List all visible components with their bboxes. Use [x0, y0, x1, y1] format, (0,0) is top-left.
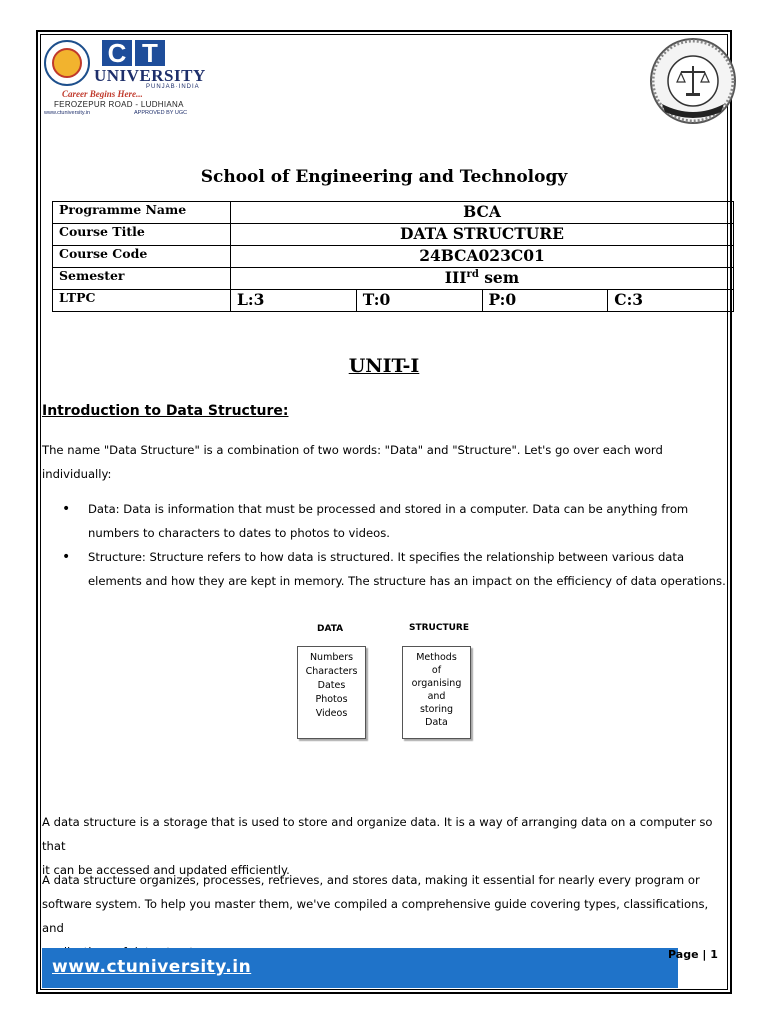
- semester-value: IIIrd sem: [231, 268, 734, 290]
- ct-logo-letters: C T: [102, 40, 165, 66]
- ct-university-logo: [44, 38, 206, 120]
- unit-title: UNIT-I: [348, 355, 420, 377]
- ltpc-l-value: L:3: [231, 290, 357, 312]
- course-code-label: Course Code: [53, 246, 231, 268]
- diagram-data-label: DATA: [317, 624, 344, 634]
- university-seal-icon: [44, 40, 90, 86]
- intro-paragraph: The name "Data Structure" is a combination of two words: "Data" and "Structure". Let's go over each word individually:: [42, 443, 663, 481]
- school-of-law-seal-icon: [648, 36, 738, 126]
- usage-paragraph: A data structure organizes, processes, retrieves, and stores data, making it essential for nearly every program or software system. To help you master them, we've compiled a comprehensive guide covering types, classifications, and: [42, 873, 709, 935]
- school-heading: School of Engineering and Technology: [200, 167, 568, 187]
- table-row: [53, 224, 734, 246]
- table-row: [53, 290, 734, 312]
- list-item: • Data: Data is information that must be processed and stored in a computer. Data can be anything from numbers to characters to dates to photos to videos.: [62, 497, 728, 545]
- logo-website: www.ctuniversity.in: [44, 110, 91, 116]
- diagram-structure-label: STRUCTURE: [409, 623, 469, 633]
- course-info-table: [52, 201, 734, 312]
- semester-label: Semester: [53, 268, 231, 290]
- logo-approval: APPROVED BY UGC: [134, 110, 188, 116]
- ltpc-c-value: C:3: [608, 290, 734, 312]
- ltpc-t-value: T:0: [356, 290, 482, 312]
- definition-paragraph: A data structure is a storage that is used to store and organize data. It is a way of arranging data on a computer so that it can be accessed and updated efficiently.: [42, 815, 713, 877]
- table-row: [53, 202, 734, 224]
- programme-value: BCA: [231, 202, 734, 224]
- footer-website-link[interactable]: www.ctuniversity.in: [52, 957, 252, 977]
- diagram-structure-box: Methods of organising and storing Data: [402, 646, 471, 739]
- ltpc-p-value: P:0: [482, 290, 608, 312]
- intro-heading: Introduction to Data Structure:: [42, 403, 289, 419]
- ltpc-label: LTPC: [53, 290, 231, 312]
- course-code-value: 24BCA023C01: [231, 246, 734, 268]
- logo-university-text: UNIVERSITY: [94, 66, 206, 85]
- definition-list: [62, 497, 728, 593]
- logo-region-text: PUNJAB·INDIA: [146, 84, 200, 90]
- course-title-value: DATA STRUCTURE: [231, 224, 734, 246]
- table-row: [53, 268, 734, 290]
- list-item: • Structure: Structure refers to how data is structured. It specifies the relationship between various data elements and how they are kept in memory. The structure has an impact on the efficiency of data operations.: [62, 545, 728, 593]
- course-title-label: Course Title: [53, 224, 231, 246]
- diagram-data-box: Numbers Characters Dates Photos Videos: [297, 646, 366, 739]
- programme-label: Programme Name: [53, 202, 231, 224]
- page-number: Page | 1: [668, 948, 718, 961]
- table-row: [53, 246, 734, 268]
- logo-address: FEROZEPUR ROAD - LUDHIANA: [54, 100, 184, 109]
- logo-tagline: Career Begins Here...: [62, 89, 143, 99]
